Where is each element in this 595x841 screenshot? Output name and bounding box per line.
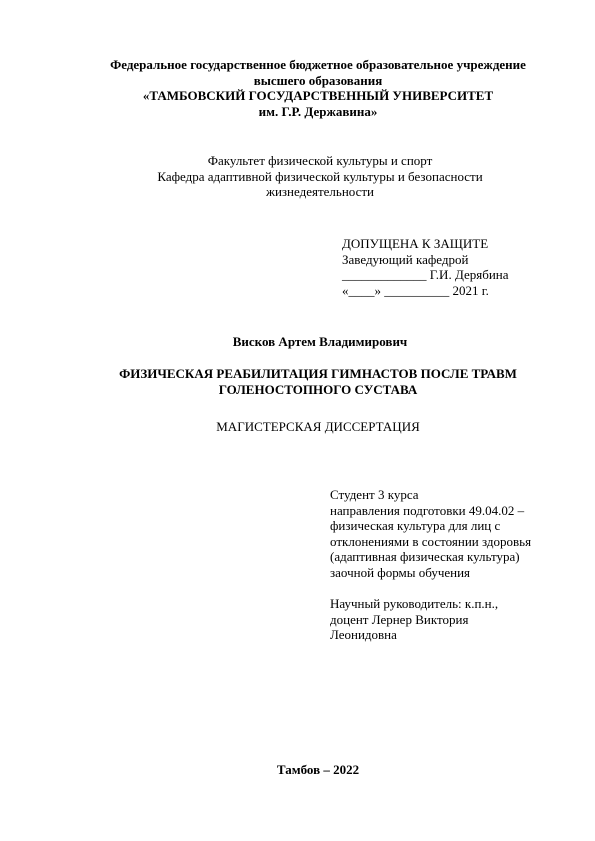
student-line-6: заочной формы обучения	[330, 564, 471, 580]
institution-line-1: Федеральное государственное бюджетное образовательное учреждение	[110, 57, 526, 72]
institution-header	[0, 57, 595, 119]
city-year: Тамбов – 2022	[276, 762, 360, 777]
approval-line-3: _____________ Г.И. Дерябина	[342, 267, 509, 282]
supervisor-line-3: Леонидовна	[330, 627, 397, 642]
supervisor-line-2: доцент Лернер Виктория	[330, 611, 469, 627]
student-line-3: физическая культура для лиц с	[330, 518, 501, 533]
faculty-line-3: жизнедеятельности	[265, 184, 375, 199]
supervisor-line-1: Научный руководитель: к.п.н.,	[330, 596, 499, 611]
author-block	[0, 334, 595, 350]
student-block	[330, 487, 531, 580]
student-line-5: (адаптивная физическая культура)	[330, 549, 520, 564]
faculty-line-1: Факультет физической культуры и спорт	[207, 153, 433, 168]
author-name: Висков Артем Владимирович	[232, 334, 408, 349]
approval-line-2: Заведующий кафедрой	[342, 251, 469, 267]
work-type-block	[0, 419, 595, 435]
thesis-title-line-1: ФИЗИЧЕСКАЯ РЕАБИЛИТАЦИЯ ГИМНАСТОВ ПОСЛЕ ТРАВМ	[119, 366, 517, 381]
faculty-block	[0, 153, 595, 200]
footer-block	[0, 762, 595, 778]
approval-line-4: «____» __________ 2021 г.	[342, 282, 489, 298]
student-line-1: Студент 3 курса	[330, 487, 419, 502]
faculty-line-2: Кафедра адаптивной физической культуры и безопасности	[157, 168, 483, 184]
institution-line-2: высшего образования	[253, 72, 383, 88]
approval-line-1: ДОПУЩЕНА К ЗАЩИТЕ	[342, 236, 489, 251]
approval-block	[342, 236, 509, 298]
institution-line-3: «ТАМБОВСКИЙ ГОСУДАРСТВЕННЫЙ УНИВЕРСИТЕТ	[142, 88, 494, 103]
thesis-title-line-2: ГОЛЕНОСТОПНОГО СУСТАВА	[218, 381, 418, 397]
work-type: МАГИСТЕРСКАЯ ДИССЕРТАЦИЯ	[216, 419, 420, 434]
student-line-2: направления подготовки 49.04.02 –	[330, 502, 525, 518]
supervisor-block	[330, 596, 498, 643]
institution-line-4: им. Г.Р. Державина»	[258, 103, 378, 119]
student-line-4: отклонениями в состоянии здоровья	[330, 533, 532, 549]
thesis-title	[0, 366, 595, 397]
